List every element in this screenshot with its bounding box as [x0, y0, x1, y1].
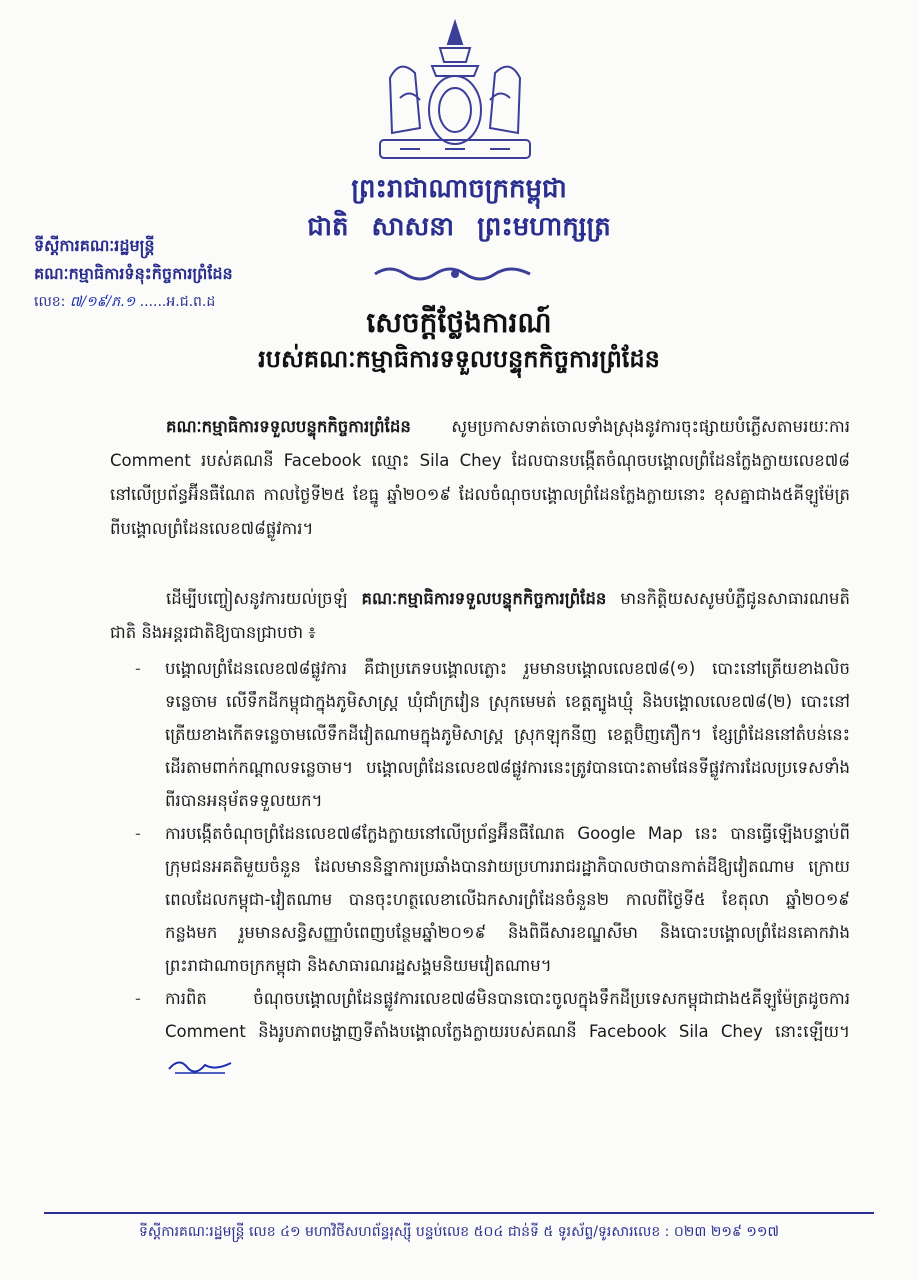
footer-address: ទីស្តីការគណៈរដ្ឋមន្ត្រី លេខ ៤១ មហាវិថីសហព័ន្ធរុស្ស៊ី បន្ទប់លេខ ៥០៤ ជាន់ទី ៥ ទូរស័ព្ទ/ទូរសារលេខ : ០២៣ ២១៩ ១១៧: [139, 1224, 779, 1240]
list-item-text: បង្គោលព្រំដែនលេខ៧៨ផ្លូវការ គឺជាប្រភេទបង្គោលភ្លោះ រួមមានបង្គោលលេខ៧៨(១) បោះនៅត្រើយខាងលិចទន្លេចាម លើទឹកដីកម្ពុជាក្នុងភូមិសាស្ត្រ ឃុំជាំក្រវៀន ស្រុកមេមត់ ខេត្តត្បូងឃ្មុំ និងបង្គោលលេខ៧៨(២) បោះនៅត្រើយខាងកើតទន្លេចាមលើទឹកដីវៀតណាមក្នុងភូមិសាស្ត្រ ស្រុកឡុកនីញ ខេត្តប៊ិញភឿក។ ខ្សែព្រំដែននៅតំបន់នេះដើរតាមពាក់កណ្តាលទន្លេចាម។ បង្គោលព្រំដែនលេខ៧៨ផ្លូវការនេះត្រូវបានបោះតាមផែនទីផ្លូវការដែលប្រទេសទាំងពីរបានអនុម័តទទួលយក។: [165, 659, 850, 810]
list-item: - បង្គោលព្រំដែនលេខ៧៨ផ្លូវការ គឺជាប្រភេទបង្គោលភ្លោះ រួមមានបង្គោលលេខ៧៨(១) បោះនៅត្រើយខាងលិចទន្លេចាម លើទឹកដីកម្ពុជាក្នុងភូមិសាស្ត្រ ឃុំជាំក្រវៀន ស្រុកមេមត់ ខេត្តត្បូងឃ្មុំ និងបង្គោលលេខ៧៨(២) បោះនៅត្រើយខាងកើតទន្លេចាមលើទឹកដីវៀតណាមក្នុងភូមិសាស្ត្រ ស្រុកឡុកនីញ ខេត្តប៊ិញភឿក។ ខ្សែព្រំដែននៅតំបន់នេះដើរតាមពាក់កណ្តាលទន្លេចាម។ បង្គោលព្រំដែនលេខ៧៨ផ្លូវការនេះត្រូវបានបោះតាមផែនទីផ្លូវការដែលប្រទេសទាំងពីរបានអនុម័តទទួលយក។: [135, 659, 850, 810]
paragraph-2-start: ដើម្បីបញ្ចៀសនូវការយល់ច្រឡំ: [166, 589, 348, 608]
list-item: - ការពិត ចំណុចបង្គោលព្រំដែនផ្លូវការលេខ៧៨មិនបានបោះចូលក្នុងទឹកដីប្រទេសកម្ពុជាជាង៥គីឡូម៉ែត្រដូចការ Comment និងរូបភាពបង្ហាញទីតាំងបង្គោលក្លែងក្លាយរបស់គណនី Facebook Sila Chey នោះឡើយ។: [165, 982, 850, 1081]
committee-name: គណៈកម្មាធិការទំនុះកិច្ចការព្រំដែន: [34, 264, 233, 283]
paragraph-2: [110, 582, 850, 650]
handwritten-initial-icon: [165, 1055, 235, 1077]
office-name: ទីស្តីការគណៈរដ្ឋមន្ត្រី: [34, 236, 155, 255]
issuing-office-block: [34, 232, 233, 316]
paragraph-1: [110, 410, 850, 546]
bullet-list: [135, 652, 850, 1081]
paragraph-1-text: សូមប្រកាសទាត់ចោលទាំងស្រុងនូវការចុះផ្សាយបំភ្លើសតាមរយៈការ Comment របស់គណនី Facebook ឈ្មោះ Sila Chey ដែលបានបង្កើតចំណុចបង្គោលព្រំដែនក្លែងក្លាយលេខ៧៨ នៅលើប្រព័ន្ធអ៊ីនធឺណែត កាលថ្ងៃទី២៥ ខែធ្នូ ឆ្នាំ២០១៩ ដែលចំណុចបង្គោលព្រំដែនក្លែងក្លាយនោះ ខុសគ្នាជាង៥គីឡូម៉ែត្រ ពីបង្គោលព្រំដែនលេខ៧៨ផ្លូវការ។: [110, 417, 850, 538]
list-item: - ការបង្កើតចំណុចព្រំដែនលេខ៧៨ក្លែងក្លាយនៅលើប្រព័ន្ធអ៊ីនធឺណែត Google Map នេះ បានធ្វើឡើងបន្ទាប់ពីក្រុមជនអគតិមួយចំនួន ដែលមាននិន្នាការប្រឆាំងបានវាយប្រហាររាជរដ្ឋាភិបាលថាបានកាត់ដីឱ្យវៀតណាម ក្រោយពេលដែលកម្ពុជា-វៀតណាម បានចុះហត្ថលេខាលើឯកសារព្រំដែនចំនួន២ កាលពីថ្ងៃទី៥ ខែតុលា ឆ្នាំ២០១៩ កន្លងមក រួមមានសន្ធិសញ្ញាបំពេញបន្ថែមឆ្នាំ២០១៩ និងពិធីសារខណ្ឌសីមា និងបោះបង្គោលព្រំដែនគោកវាងព្រះរាជាណាចក្រកម្ពុជា និងសាធារណរដ្ឋសង្គមនិយមវៀតណាម។: [135, 824, 850, 975]
footer-divider: [44, 1212, 874, 1214]
ornament-divider-icon: [370, 262, 540, 284]
royal-crest-icon: [370, 18, 540, 168]
committee-bold-2: គណៈកម្មាធិការទទួលបន្ទុកកិច្ចការព្រំដែន: [361, 589, 607, 608]
national-motto: ជាតិ សាសនា ព្រះមហាក្សត្រ: [307, 212, 611, 242]
kingdom-name: ព្រះរាជាណាចក្រកម្ពុជា: [351, 174, 567, 204]
reference-label: លេខ:: [34, 294, 66, 310]
paragraph-2-text: មានកិត្តិយសសូមបំភ្លឺជូនសាធារណមតិជាតិ និងអន្តរជាតិឱ្យបានជ្រាបថា ៖: [110, 589, 850, 642]
list-item-text: ការពិត ចំណុចបង្គោលព្រំដែនផ្លូវការលេខ៧៨មិនបានបោះចូលក្នុងទឹកដីប្រទេសកម្ពុជាជាង៥គីឡូម៉ែត្រដូចការ Comment និងរូបភាពបង្ហាញទីតាំងបង្គោលក្លែងក្លាយរបស់គណនី Facebook Sila Chey នោះឡើយ។: [165, 989, 850, 1041]
list-item-text: ការបង្កើតចំណុចព្រំដែនលេខ៧៨ក្លែងក្លាយនៅលើប្រព័ន្ធអ៊ីនធឺណែត Google Map នេះ បានធ្វើឡើងបន្ទាប់ពីក្រុមជនអគតិមួយចំនួន ដែលមាននិន្នាការប្រឆាំងបានវាយប្រហាររាជរដ្ឋាភិបាលថាបានកាត់ដីឱ្យវៀតណាម ក្រោយពេលដែលកម្ពុជា-វៀតណាម បានចុះហត្ថលេខាលើឯកសារព្រំដែនចំនួន២ កាលពីថ្ងៃទី៥ ខែតុលា ឆ្នាំ២០១៩ កន្លងមក រួមមានសន្ធិសញ្ញាបំពេញបន្ថែមឆ្នាំ២០១៩ និងពិធីសារខណ្ឌសីមា និងបោះបង្គោលព្រំដែនគោកវាងព្រះរាជាណាចក្រកម្ពុជា និងសាធារណរដ្ឋសង្គមនិយមវៀតណាម។: [165, 824, 850, 975]
committee-bold: គណៈកម្មាធិការទទួលបន្ទុកកិច្ចការព្រំដែន: [166, 417, 411, 436]
handwritten-reference: ៧/១៩/ភ.១: [69, 294, 136, 310]
reference-suffix: ......អ.ជ.ព.ដ: [139, 294, 216, 310]
document-subtitle: របស់គណៈកម្មាធិការទទួលបន្ទុកកិច្ចការព្រំដែន: [258, 345, 660, 373]
document-title: សេចក្តីថ្លែងការណ៍: [366, 306, 552, 339]
